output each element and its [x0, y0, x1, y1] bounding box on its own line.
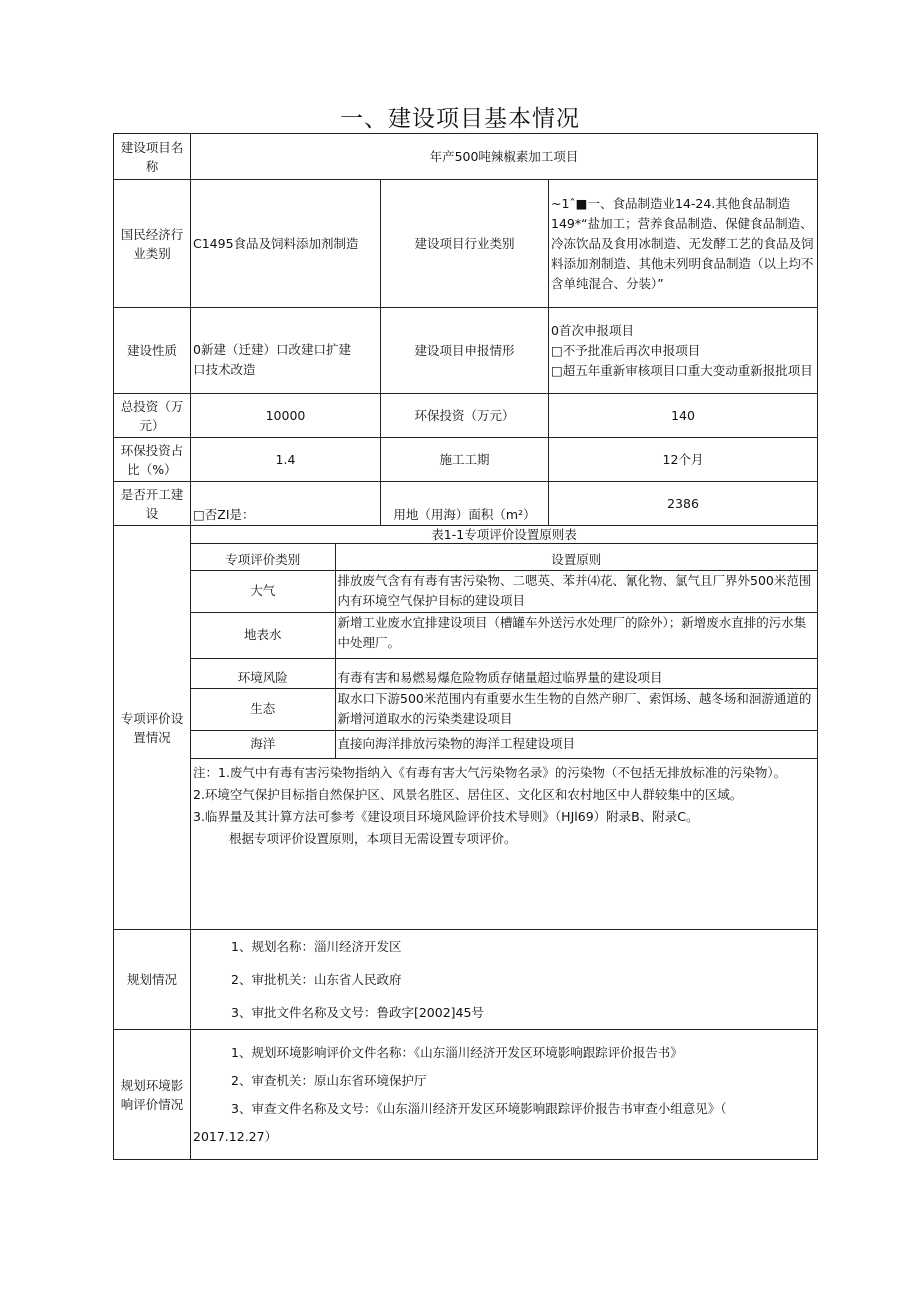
row-planning-eia — [114, 1030, 818, 1160]
land-area-value: 2386 — [549, 482, 818, 526]
row-started — [114, 482, 818, 526]
note-2: 2.环境空气保护目标指自然保护区、风景名胜区、居住区、文化区和农村地区中人群较集中的区域。 — [193, 786, 743, 802]
application-label: 建设项目申报情形 — [381, 308, 549, 394]
land-area-label: 用地（用海）面积（m²） — [381, 482, 549, 526]
special-conclusion: 根据专项评价设置原则，本项目无需设置专项评价。 — [229, 830, 517, 846]
planning-item-3: 3、审批文件名称及文号：鲁政字[2002]45号 — [231, 1005, 484, 1020]
nature-label: 建设性质 — [114, 308, 191, 394]
planning-eia-item-3-cont: 2017.12.27） — [193, 1128, 278, 1144]
nature-value — [191, 308, 381, 394]
application-option-2: □不予批准后再次申报项目 — [551, 342, 701, 358]
planning-eia-content — [191, 1030, 818, 1160]
industry-value: C1495食品及饲料添加剂制造 — [191, 180, 381, 308]
project-name-label: 建设项目名称 — [114, 134, 191, 180]
row-ratio — [114, 438, 818, 482]
ratio-value: 1.4 — [191, 438, 381, 482]
planning-item-1: 1、规划名称：淄川经济开发区 — [231, 939, 402, 954]
row-industry — [114, 180, 818, 308]
special-row-surface-water — [191, 612, 817, 658]
started-label: 是否开工建设 — [114, 482, 191, 526]
investment-label: 总投资（万元） — [114, 394, 191, 438]
category-air: 大气 — [191, 570, 335, 612]
category-ecology: 生态 — [191, 688, 335, 730]
special-row-ocean — [191, 730, 817, 758]
principle-ocean: 直接向海洋排放污染物的海洋工程建设项目 — [335, 730, 817, 758]
principle-surface-water: 新增工业废水宜排建设项目（槽罐车外送污水处理厂的除外）；新增废水直排的污水集中处理厂。 — [335, 612, 817, 658]
row-special — [114, 526, 818, 930]
special-row-risk — [191, 658, 817, 688]
special-label: 专项评价设置情况 — [114, 526, 191, 930]
page-title: 一、建设项目基本情况 — [340, 106, 580, 132]
application-option-1: 0首次申报项目 — [551, 322, 634, 338]
started-value: □否ZI是： — [191, 482, 381, 526]
special-table-caption: 表1-1专项评价设置原则表 — [191, 526, 817, 544]
planning-label: 规划情况 — [114, 930, 191, 1030]
row-planning — [114, 930, 818, 1030]
special-principle-table — [191, 544, 817, 759]
planning-eia-item-3: 3、审查文件名称及文号：《山东淄川经济开发区环境影响跟踪评价报告书审查小组意见》（ — [231, 1100, 727, 1116]
ratio-label: 环保投资占比（%） — [114, 438, 191, 482]
special-notes — [191, 759, 817, 850]
project-industry-label: 建设项目行业类别 — [381, 180, 549, 308]
special-cell — [191, 526, 818, 930]
project-name-value: 年产500吨辣椒素加工项目 — [191, 134, 818, 180]
application-option-3: □超五年重新审核项目口重大变动重新报批项目 — [551, 362, 813, 378]
special-row-ecology — [191, 688, 817, 730]
application-options — [549, 308, 818, 394]
header-principle: 设置原则 — [335, 544, 817, 570]
principle-ecology: 取水口下游500米范围内有重要水生生物的自然产卵厂、索饵场、越冬场和洄游通道的新增河道取水的污染类建设项目 — [335, 688, 817, 730]
header-category: 专项评价类别 — [191, 544, 335, 570]
env-investment-label: 环保投资（万元） — [381, 394, 549, 438]
row-project-name — [114, 134, 818, 180]
planning-eia-label: 规划环境影响评价情况 — [114, 1030, 191, 1160]
category-risk: 环境风险 — [191, 658, 335, 688]
note-1: 注：1.废气中有毒有害污染物指纳入《有毒有害大气污染物名录》的污染物（不包括无排放标准的污染物）。 — [193, 764, 787, 780]
planning-eia-item-1: 1、规划环境影响评价文件名称：《山东淄川经济开发区环境影响跟踪评价报告书》 — [231, 1044, 683, 1060]
nature-line-1: 0新建（迁建）口改建口扩建 — [193, 341, 351, 357]
category-surface-water: 地表水 — [191, 612, 335, 658]
category-ocean: 海洋 — [191, 730, 335, 758]
nature-line-2: 口技术改造 — [193, 361, 256, 377]
planning-item-2: 2、审批机关：山东省人民政府 — [231, 972, 402, 987]
env-investment-value: 140 — [549, 394, 818, 438]
special-row-air — [191, 570, 817, 612]
project-info-table — [113, 133, 818, 1160]
special-header-row — [191, 544, 817, 570]
construction-period-label: 施工工期 — [381, 438, 549, 482]
principle-risk: 有毒有害和易燃易爆危险物质存储量超过临界量的建设项目 — [335, 658, 817, 688]
project-industry-value: ~1ˆ■一、食品制造业14-24.其他食品制造149*“盐加工；营养食品制造、保健食品制造、冷冻饮品及食用冰制造、无发酵工艺的食品及饲料添加剂制造、其他未列明食品制造（以上均不含单纯混合、分装）” — [549, 180, 818, 308]
row-investment — [114, 394, 818, 438]
planning-eia-item-2: 2、审查机关：原山东省环境保护厅 — [231, 1072, 427, 1088]
planning-content — [191, 930, 818, 1030]
construction-period-value: 12个月 — [549, 438, 818, 482]
industry-label: 国民经济行业类别 — [114, 180, 191, 308]
investment-value: 10000 — [191, 394, 381, 438]
principle-air: 排放废气含有有毒有害污染物、二嗯英、苯并⑷花、氰化物、氯气且厂界外500米范围内有环境空气保护目标的建设项目 — [335, 570, 817, 612]
row-nature — [114, 308, 818, 394]
note-3: 3.临界量及其计算方法可参考《建设项目环境风险评价技术导则》（HJl69）附录B、附录C。 — [193, 808, 699, 824]
